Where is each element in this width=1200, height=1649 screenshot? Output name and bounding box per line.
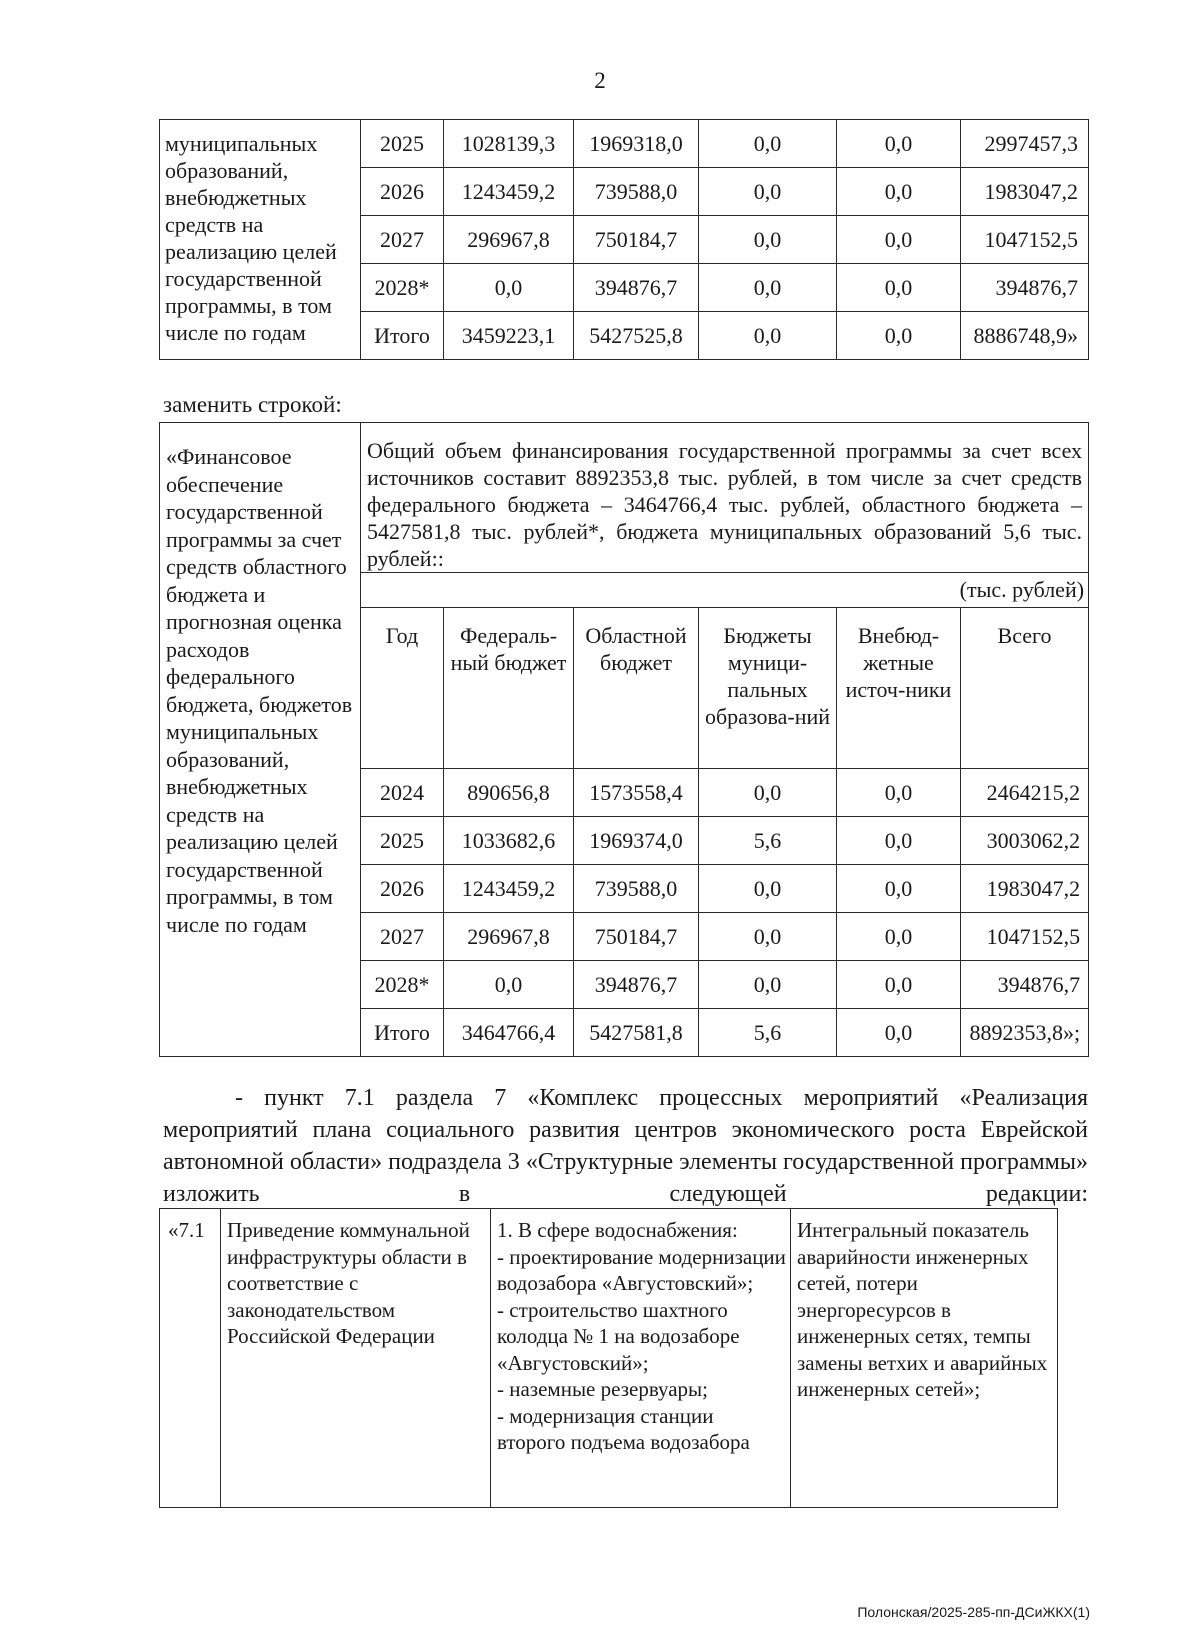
item-measures (491, 1209, 791, 1508)
cell-extrabudget: 0,0 (837, 120, 961, 168)
measure-item: 1. В сфере водоснабжения: (497, 1218, 738, 1242)
cell-year: 2026 (361, 865, 444, 913)
cell-extrabudget: 0,0 (837, 913, 961, 961)
cell-regional: 5427525,8 (574, 312, 699, 360)
header-total: Всего (961, 608, 1089, 769)
item-indicators: Интегральный показатель аварийности инженерных сетей, потери энергоресурсов в инженерных сетях, темпы замены ветхих и аварийных инженерных сетей»; (791, 1209, 1058, 1508)
table-row (160, 120, 1089, 168)
cell-federal: 890656,8 (444, 769, 574, 817)
cell-federal: 1028139,3 (444, 120, 574, 168)
cell-federal: 0,0 (444, 264, 574, 312)
item-task: Приведение коммунальной инфраструктуры области в соответствие с законодательством Российской Федерации (221, 1209, 491, 1508)
header-federal: Федераль-ный бюджет (444, 608, 574, 769)
cell-federal: 0,0 (444, 961, 574, 1009)
cell-year: 2027 (361, 913, 444, 961)
page-number: 2 (594, 68, 606, 93)
cell-total: 8886748,9» (961, 312, 1089, 360)
cell-regional: 394876,7 (574, 961, 699, 1009)
cell-year: 2024 (361, 769, 444, 817)
cell-total: 1983047,2 (961, 168, 1089, 216)
cell-municipal: 0,0 (699, 961, 837, 1009)
item-number: «7.1 (160, 1209, 221, 1508)
cell-year: 2028* (361, 961, 444, 1009)
cell-extrabudget: 0,0 (837, 961, 961, 1009)
cell-total: 3003062,2 (961, 817, 1089, 865)
cell-extrabudget: 0,0 (837, 264, 961, 312)
replace-instruction: заменить строкой: (163, 392, 342, 417)
cell-federal: 1033682,6 (444, 817, 574, 865)
cell-total: 8892353,8»; (961, 1009, 1089, 1057)
cell-municipal: 0,0 (699, 312, 837, 360)
cell-regional: 739588,0 (574, 865, 699, 913)
cell-federal: 1243459,2 (444, 865, 574, 913)
cell-regional: 739588,0 (574, 168, 699, 216)
cell-regional: 750184,7 (574, 216, 699, 264)
cell-total: 2464215,2 (961, 769, 1089, 817)
new-financing-table (159, 422, 1089, 1057)
cell-federal: 3464766,4 (444, 1009, 574, 1057)
cell-municipal: 0,0 (699, 264, 837, 312)
row-label: муниципальных образований, внебюджетных средств на реализацию целей государственной программы, в том числе по годам (160, 120, 361, 360)
cell-federal: 296967,8 (444, 913, 574, 961)
document-footer: Полонская/2025-285-пп-ДСиЖКХ(1) (857, 1604, 1090, 1620)
cell-total: 1047152,5 (961, 216, 1089, 264)
unit-label: (тыс. рублей) (361, 573, 1089, 608)
cell-municipal: 0,0 (699, 168, 837, 216)
cell-year: 2025 (361, 817, 444, 865)
structural-elements-table (159, 1208, 1058, 1508)
cell-federal: 1243459,2 (444, 168, 574, 216)
cell-extrabudget: 0,0 (837, 817, 961, 865)
cell-total: 394876,7 (961, 264, 1089, 312)
cell-municipal: 0,0 (699, 865, 837, 913)
cell-extrabudget: 0,0 (837, 865, 961, 913)
cell-extrabudget: 0,0 (837, 312, 961, 360)
cell-total: 394876,7 (961, 961, 1089, 1009)
cell-regional: 394876,7 (574, 264, 699, 312)
cell-regional: 1573558,4 (574, 769, 699, 817)
cell-extrabudget: 0,0 (837, 769, 961, 817)
cell-year: Итого (361, 1009, 444, 1057)
cell-year: 2026 (361, 168, 444, 216)
cell-regional: 5427581,8 (574, 1009, 699, 1057)
measure-item: - строительство шахтного колодца № 1 на водозаборе «Августовский»; (497, 1297, 740, 1375)
cell-extrabudget: 0,0 (837, 168, 961, 216)
measure-item: - наземные резервуары; (497, 1377, 709, 1401)
cell-regional: 1969374,0 (574, 817, 699, 865)
measure-item: - проектирование модернизации водозабора «Августовский»; (497, 1244, 786, 1295)
header-year: Год (361, 608, 444, 769)
cell-extrabudget: 0,0 (837, 1009, 961, 1057)
cell-federal: 296967,8 (444, 216, 574, 264)
measure-item: - модернизация станции второго подъема водозабора (497, 1403, 750, 1454)
amendment-paragraph: - пункт 7.1 раздела 7 «Комплекс процессных мероприятий «Реализация мероприятий плана социального развития центров экономического роста Еврейской автономной области» подраздела 3 «Структурные элементы государственной программы» изложить в следующей редакции: (163, 1085, 1088, 1207)
cell-municipal: 0,0 (699, 120, 837, 168)
cell-extrabudget: 0,0 (837, 216, 961, 264)
cell-federal: 3459223,1 (444, 312, 574, 360)
cell-municipal: 0,0 (699, 216, 837, 264)
cell-total: 1047152,5 (961, 913, 1089, 961)
cell-year: 2028* (361, 264, 444, 312)
cell-year: Итого (361, 312, 444, 360)
cell-year: 2027 (361, 216, 444, 264)
cell-municipal: 5,6 (699, 1009, 837, 1057)
financing-label: «Финансовое обеспечение государственной программы за счет средств областного бюджета и прогнозная оценка расходов федерального бюджета, бюджетов муниципальных образований, внебюджетных средств на реализацию целей государственной программы, в том числе по годам (160, 423, 361, 1057)
financing-description: Общий объем финансирования государственной программы за счет всех источников составит 8892353,8 тыс. рублей, в том числе за счет средств федерального бюджета – 3464766,4 тыс. рублей, областного бюджета – 5427581,8 тыс. рублей*, бюджета муниципальных образований 5,6 тыс. рублей:: (361, 423, 1089, 573)
cell-regional: 750184,7 (574, 913, 699, 961)
cell-municipal: 5,6 (699, 817, 837, 865)
old-financing-table (159, 119, 1089, 360)
cell-municipal: 0,0 (699, 913, 837, 961)
cell-regional: 1969318,0 (574, 120, 699, 168)
header-regional: Областной бюджет (574, 608, 699, 769)
cell-municipal: 0,0 (699, 769, 837, 817)
cell-year: 2025 (361, 120, 444, 168)
header-extrabudget: Внебюд-жетные источ-ники (837, 608, 961, 769)
header-municipal: Бюджеты муници-пальных образова-ний (699, 608, 837, 769)
cell-total: 1983047,2 (961, 865, 1089, 913)
cell-total: 2997457,3 (961, 120, 1089, 168)
